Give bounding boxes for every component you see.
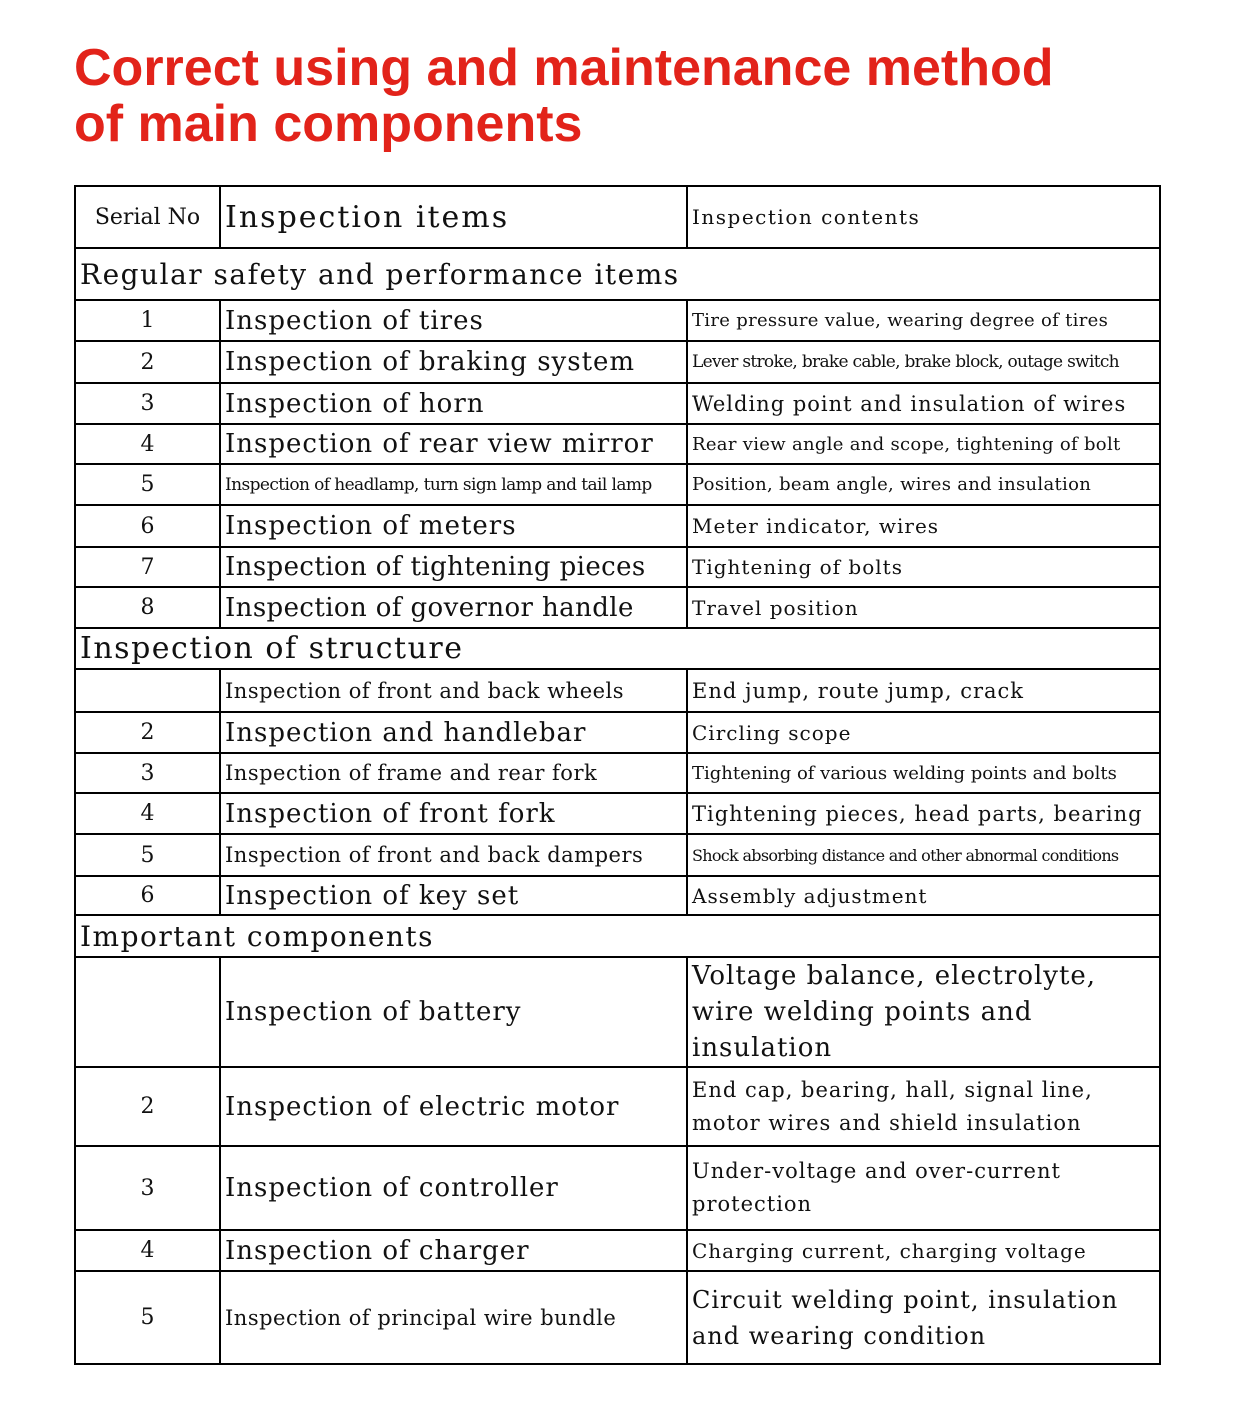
table-row xyxy=(75,1146,1160,1230)
item-cell: Inspection of front fork xyxy=(220,793,687,834)
table-row xyxy=(75,753,1160,793)
page-title-line1: Correct using and maintenance method xyxy=(74,39,1054,97)
item-cell: Inspection of tires xyxy=(220,300,687,341)
item-cell: Inspection of front and back wheels xyxy=(220,669,687,712)
item-cell: Inspection of front and back dampers xyxy=(220,834,687,876)
serial-cell: 4 xyxy=(75,1230,220,1271)
table-row xyxy=(75,424,1160,464)
item-cell: Inspection of headlamp, turn sign lamp and tail lamp xyxy=(220,464,687,505)
serial-cell xyxy=(75,669,220,712)
serial-cell: 1 xyxy=(75,300,220,341)
table-row xyxy=(75,669,1160,712)
table-row xyxy=(75,793,1160,834)
section-title: Important components xyxy=(75,915,1160,957)
content-cell: Circling scope xyxy=(687,712,1160,753)
table-row xyxy=(75,957,1160,1067)
serial-cell: 5 xyxy=(75,464,220,505)
section-row xyxy=(75,915,1160,957)
table-row xyxy=(75,876,1160,915)
item-cell: Inspection of key set xyxy=(220,876,687,915)
serial-cell: 4 xyxy=(75,793,220,834)
header-inspection-contents: Inspection contents xyxy=(687,186,1160,248)
item-cell: Inspection of rear view mirror xyxy=(220,424,687,464)
serial-cell xyxy=(75,957,220,1067)
item-cell: Inspection of controller xyxy=(220,1146,687,1230)
item-cell: Inspection and handlebar xyxy=(220,712,687,753)
serial-cell: 2 xyxy=(75,1067,220,1146)
item-cell: Inspection of charger xyxy=(220,1230,687,1271)
content-cell: Voltage balance, electrolyte, wire welding points and insulation xyxy=(687,957,1160,1067)
content-cell: Assembly adjustment xyxy=(687,876,1160,915)
serial-cell: 3 xyxy=(75,1146,220,1230)
section-row xyxy=(75,628,1160,669)
page-title-line2: of main components xyxy=(74,95,583,153)
serial-cell: 8 xyxy=(75,587,220,628)
content-cell: Welding point and insulation of wires xyxy=(687,383,1160,424)
table-row xyxy=(75,547,1160,587)
item-cell: Inspection of horn xyxy=(220,383,687,424)
table-row xyxy=(75,464,1160,505)
content-cell: Rear view angle and scope, tightening of bolt xyxy=(687,424,1160,464)
content-cell: Charging current, charging voltage xyxy=(687,1230,1160,1271)
page-title xyxy=(74,40,1054,152)
item-cell: Inspection of meters xyxy=(220,505,687,547)
content-cell: Meter indicator, wires xyxy=(687,505,1160,547)
content-cell: End jump, route jump, crack xyxy=(687,669,1160,712)
item-cell: Inspection of principal wire bundle xyxy=(220,1271,687,1364)
content-cell: Tightening of various welding points and bolts xyxy=(687,753,1160,793)
serial-cell: 2 xyxy=(75,341,220,383)
serial-cell: 4 xyxy=(75,424,220,464)
item-cell: Inspection of battery xyxy=(220,957,687,1067)
content-cell: Under-voltage and over-current protection xyxy=(687,1146,1160,1230)
content-cell: Lever stroke, brake cable, brake block, outage switch xyxy=(687,341,1160,383)
table-row xyxy=(75,341,1160,383)
content-cell: Tire pressure value, wearing degree of tires xyxy=(687,300,1160,341)
table-row xyxy=(75,712,1160,753)
content-cell: Position, beam angle, wires and insulation xyxy=(687,464,1160,505)
item-cell: Inspection of governor handle xyxy=(220,587,687,628)
table-row xyxy=(75,1230,1160,1271)
table-row xyxy=(75,1067,1160,1146)
content-cell: Travel position xyxy=(687,587,1160,628)
content-cell: Shock absorbing distance and other abnormal conditions xyxy=(687,834,1160,876)
content-cell: Tightening of bolts xyxy=(687,547,1160,587)
table-row xyxy=(75,1271,1160,1364)
header-inspection-items: Inspection items xyxy=(220,186,687,248)
item-cell: Inspection of electric motor xyxy=(220,1067,687,1146)
serial-cell: 3 xyxy=(75,753,220,793)
serial-cell: 3 xyxy=(75,383,220,424)
inspection-table xyxy=(74,185,1161,1365)
table-row xyxy=(75,587,1160,628)
table-header-row xyxy=(75,186,1160,248)
table-row xyxy=(75,505,1160,547)
content-cell: End cap, bearing, hall, signal line, motor wires and shield insulation xyxy=(687,1067,1160,1146)
serial-cell: 7 xyxy=(75,547,220,587)
content-cell: Circuit welding point, insulation and wearing condition xyxy=(687,1271,1160,1364)
serial-cell: 6 xyxy=(75,505,220,547)
section-title: Regular safety and performance items xyxy=(75,248,1160,300)
section-title: Inspection of structure xyxy=(75,628,1160,669)
serial-cell: 5 xyxy=(75,1271,220,1364)
serial-cell: 6 xyxy=(75,876,220,915)
item-cell: Inspection of tightening pieces xyxy=(220,547,687,587)
table-row xyxy=(75,383,1160,424)
header-serial-no: Serial No xyxy=(75,186,220,248)
content-cell: Tightening pieces, head parts, bearing xyxy=(687,793,1160,834)
item-cell: Inspection of frame and rear fork xyxy=(220,753,687,793)
serial-cell: 5 xyxy=(75,834,220,876)
table-row xyxy=(75,834,1160,876)
table-row xyxy=(75,300,1160,341)
section-row xyxy=(75,248,1160,300)
serial-cell: 2 xyxy=(75,712,220,753)
item-cell: Inspection of braking system xyxy=(220,341,687,383)
